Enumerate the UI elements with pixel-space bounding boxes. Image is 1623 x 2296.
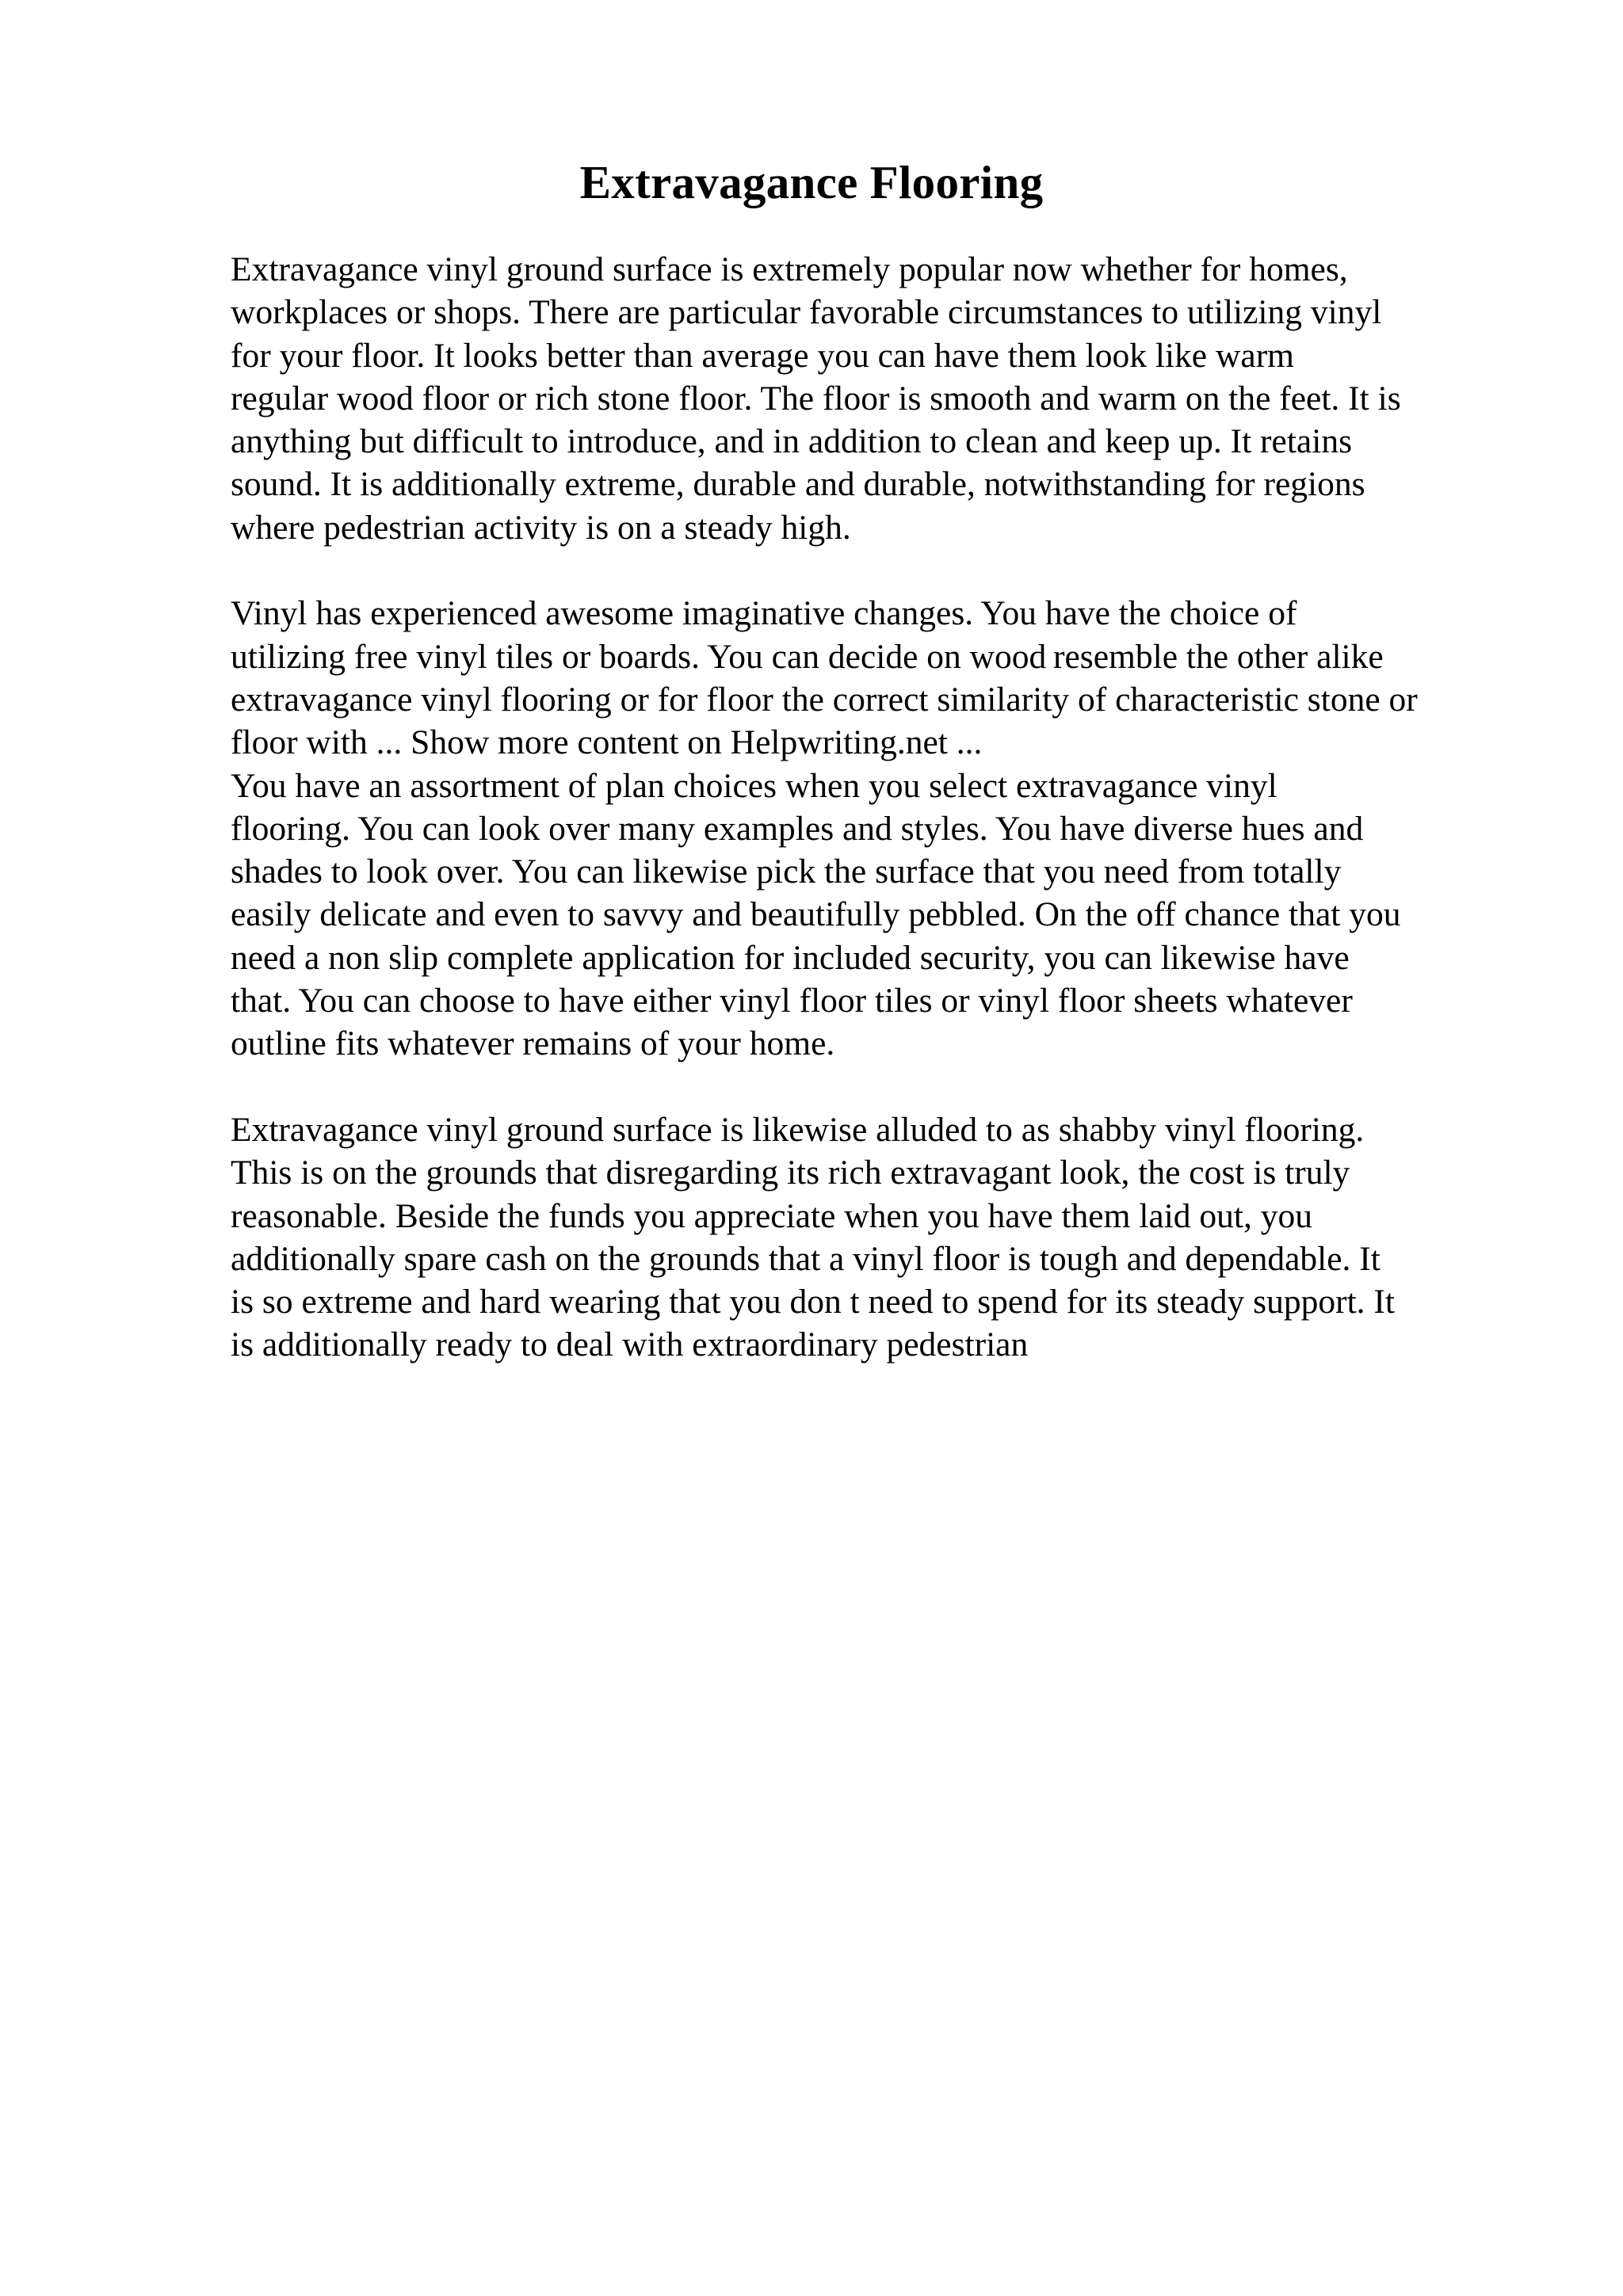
text-line: Vinyl has experienced awesome imaginative changes. You have the choice of bbox=[231, 594, 1297, 633]
paragraph-1 bbox=[231, 248, 1530, 549]
text-line: need a non slip complete application for included security, you can likewise have bbox=[231, 938, 1350, 977]
text-line: flooring. You can look over many examples and styles. You have diverse hues and bbox=[231, 809, 1364, 848]
text-line: where pedestrian activity is on a steady high. bbox=[231, 508, 851, 547]
paragraph-3 bbox=[231, 765, 1530, 1066]
text-line: additionally spare cash on the grounds that a vinyl floor is tough and dependable. It bbox=[231, 1239, 1381, 1278]
text-line: Extravagance vinyl ground surface is likewise alluded to as shabby vinyl flooring. bbox=[231, 1110, 1365, 1149]
text-line: outline fits whatever remains of your home. bbox=[231, 1024, 835, 1063]
text-line: easily delicate and even to savvy and beautifully pebbled. On the off chance that you bbox=[231, 895, 1401, 934]
document-title: Extravagance Flooring bbox=[579, 156, 1044, 208]
paragraph-4 bbox=[231, 1108, 1530, 1367]
text-line: is additionally ready to deal with extraordinary pedestrian bbox=[231, 1325, 1029, 1364]
text-line: workplaces or shops. There are particular favorable circumstances to utilizing vinyl bbox=[231, 293, 1382, 332]
text-line: reasonable. Beside the funds you appreciate when you have them laid out, you bbox=[231, 1196, 1313, 1235]
text-line: This is on the grounds that disregarding its rich extravagant look, the cost is truly bbox=[231, 1154, 1350, 1192]
text-line: Extravagance vinyl ground surface is extremely popular now whether for homes, bbox=[231, 250, 1348, 288]
text-line: that. You can choose to have either vinyl floor tiles or vinyl floor sheets whatever bbox=[231, 982, 1353, 1020]
text-line: is so extreme and hard wearing that you don t need to spend for its steady support. It bbox=[231, 1283, 1395, 1322]
text-line: shades to look over. You can likewise pick the surface that you need from totally bbox=[231, 852, 1342, 891]
text-line: anything but difficult to introduce, and in addition to clean and keep up. It retains bbox=[231, 422, 1353, 461]
text-line: floor with ... Show more content on Helpwriting.net ... bbox=[231, 723, 983, 762]
paragraph-2 bbox=[231, 592, 1530, 764]
text-line: You have an assortment of plan choices when you select extravagance vinyl bbox=[231, 766, 1277, 805]
document-body bbox=[231, 248, 1530, 1367]
text-line: utilizing free vinyl tiles or boards. You can decide on wood resemble the other alike bbox=[231, 637, 1384, 676]
text-line: regular wood floor or rich stone floor. The floor is smooth and warm on the feet. It is bbox=[231, 379, 1401, 418]
text-line: for your floor. It looks better than average you can have them look like warm bbox=[231, 336, 1295, 375]
text-line: sound. It is additionally extreme, durable and durable, notwithstanding for regions bbox=[231, 465, 1365, 504]
text-line: extravagance vinyl flooring or for floor the correct similarity of characteristic stone or bbox=[231, 680, 1418, 719]
